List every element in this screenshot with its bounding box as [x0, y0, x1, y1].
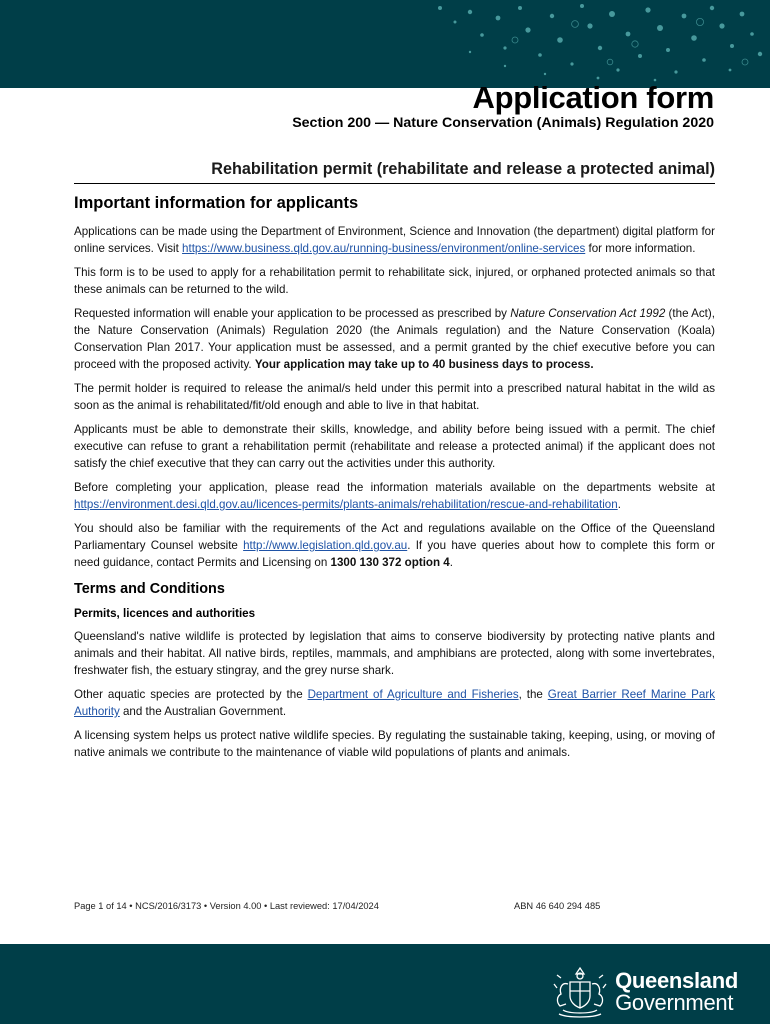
dot-pattern-decoration	[0, 0, 770, 88]
abn-number: ABN 46 640 294 485	[514, 901, 601, 911]
paragraph-licensing-system: A licensing system helps us protect native wildlife species. By regulating the sustainable taking, keeping, using, or moving of native animals we contribute to the maintenance of viable wild populations of plants and animals.	[74, 729, 715, 759]
text: Applications can be made using the Department of Environment, Science and Innovation (the department) digital platform for online services. Visit	[74, 225, 715, 255]
brand-line2: Government	[615, 990, 734, 1015]
coat-of-arms-icon	[551, 964, 609, 1020]
text: Other aquatic species are protected by the	[74, 688, 308, 701]
text: .	[449, 556, 453, 569]
page-title: Application form	[472, 80, 714, 115]
text: Requested information will enable your application to be processed as prescribed by	[74, 307, 511, 320]
legislation-link[interactable]: http://www.legislation.qld.gov.au	[243, 539, 408, 552]
paragraph-aquatic-species	[74, 686, 715, 720]
text: , the	[518, 688, 548, 701]
text: for more information.	[585, 242, 696, 255]
text: .	[617, 498, 621, 511]
paragraph-online-services	[74, 223, 715, 257]
brand-line1: Queensland	[615, 968, 738, 993]
paragraph-requested-info	[74, 305, 715, 373]
page-footer-info: Page 1 of 14 • NCS/2016/3173 • Version 4.00 • Last reviewed: 17/04/2024	[74, 901, 379, 911]
brand-text	[615, 970, 738, 1014]
terms-heading: Terms and Conditions	[74, 581, 225, 597]
paragraph-info-materials	[74, 479, 715, 513]
text: You should also be familiar with the requirements of the Act and regulations available on the Office of the Queensland Parliamentary Counsel website	[74, 522, 715, 552]
daf-link[interactable]: Department of Agriculture and Fisheries	[307, 688, 519, 701]
paragraph-release-requirement: The permit holder is required to release the animal/s held under this permit into a prescribed natural habitat in the wild as soon as the animal is rehabilitated/fit/old enough and able to live in that habitat.	[74, 382, 715, 412]
paragraph-applicant-skills: Applicants must be able to demonstrate their skills, knowledge, and ability before being issued with a permit. The chief executive can refuse to grant a rehabilitation permit (rehabilitate and release a protected animal) if the applicant does not satisfy the chief executive that they can carry out the activities under this authority.	[74, 423, 715, 470]
paragraph-legislation	[74, 520, 715, 571]
act-name: Nature Conservation Act 1992	[510, 307, 666, 320]
contact-phone: 1300 130 372 option 4	[330, 556, 450, 569]
important-info-heading: Important information for applicants	[74, 194, 359, 212]
text: (the Act), the Nature Conservation (Animals) Regulation 2020 (the Animals regulation) and the Nature Conservation (Koala) Conservation Plan 2017. Your application must be assessed, and a permit granted by the chief executive before you can proceed with the proposed activity.	[74, 307, 715, 371]
text: . If you have queries about how to complete this form or need guidance, contact Permits and Licensing on	[74, 539, 715, 569]
processing-time-note: Your application may take up to 40 business days to process.	[254, 358, 594, 371]
permits-subheading: Permits, licences and authorities	[74, 607, 256, 620]
gbrmpa-link[interactable]: Great Barrier Reef Marine Park Authority	[74, 688, 716, 718]
header-banner	[0, 0, 770, 88]
rehabilitation-info-link[interactable]: https://environment.desi.qld.gov.au/licences-permits/plants-animals/rehabilitation/rescue-and-rehabilitation	[74, 498, 618, 511]
queensland-government-logo	[551, 964, 738, 1020]
online-services-link[interactable]: https://www.business.qld.gov.au/running-business/environment/online-services	[182, 242, 586, 255]
permit-title: Rehabilitation permit (rehabilitate and release a protected animal)	[74, 160, 715, 184]
page-subtitle: Section 200 — Nature Conservation (Animals) Regulation 2020	[292, 115, 714, 131]
paragraph-wildlife-protection: Queensland's native wildlife is protected by legislation that aims to conserve biodiversity by protecting native plants and animals and their habitat. All native birds, reptiles, mammals, and amphibians are protected, along with some invertebrates, freshwater fish, the estuary stingray, and the grey nurse shark.	[74, 630, 715, 677]
paragraph-form-purpose: This form is to be used to apply for a rehabilitation permit to rehabilitate sick, injured, or orphaned protected animals so that these animals can be returned to the wild.	[74, 266, 715, 296]
text: Before completing your application, please read the information materials available on the departments website at	[74, 481, 715, 494]
main-content	[74, 194, 715, 768]
text: and the Australian Government.	[119, 705, 287, 718]
